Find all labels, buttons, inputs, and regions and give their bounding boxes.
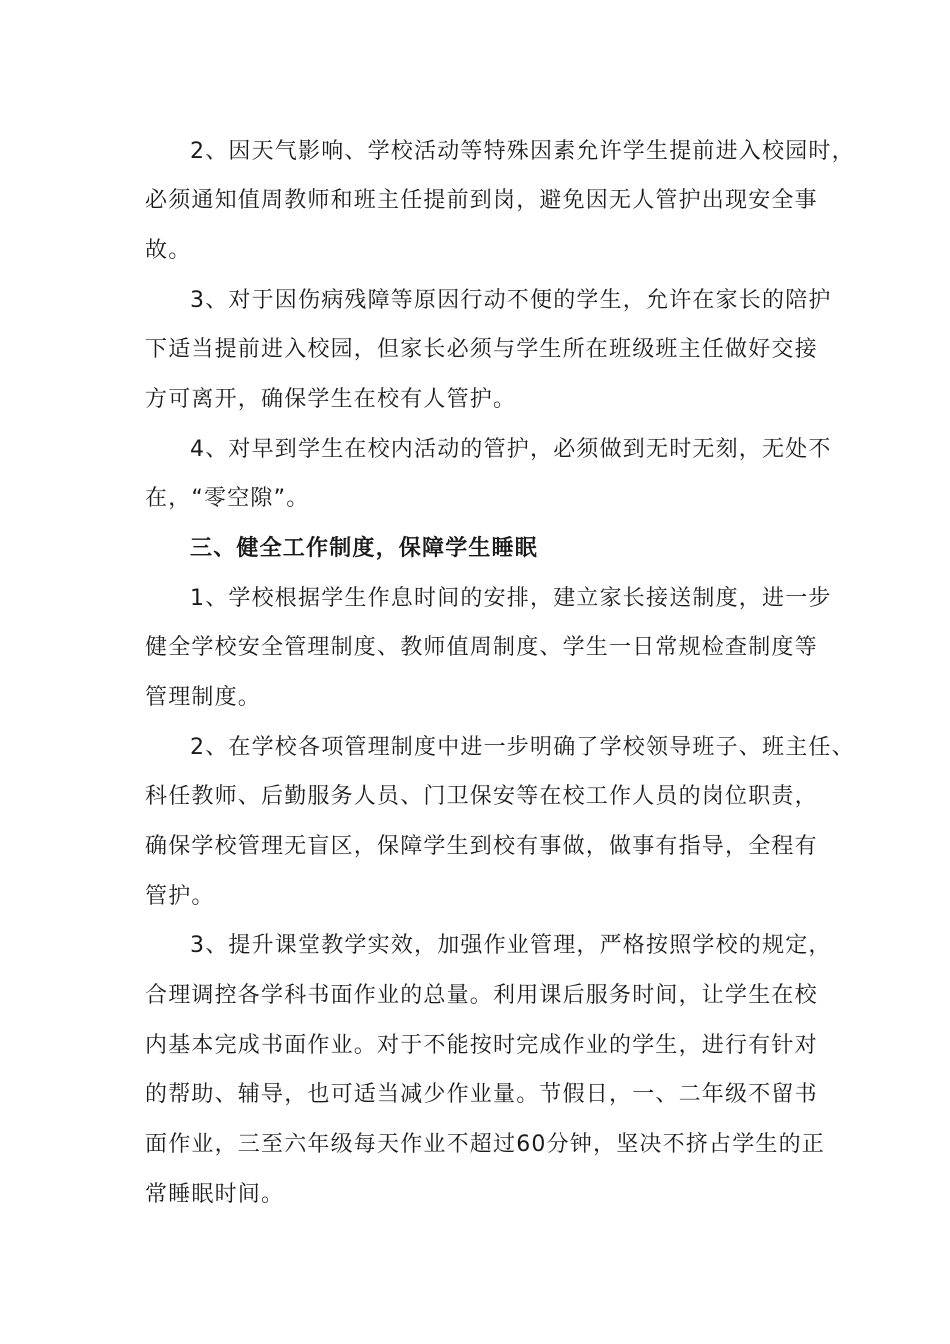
text-line: 3、对于因伤病残障等原因行动不便的学生，允许在家长的陪护 [190, 288, 832, 313]
text-line: 内基本完成书面作业。对于不能按时完成作业的学生，进行有针对 [145, 1033, 818, 1058]
text-line: 必须通知值周教师和班主任提前到岗，避免因无人管护出现安全事 [145, 188, 818, 213]
text-line: 健全学校安全管理制度、教师值周制度、学生一日常规检查制度等 [145, 635, 818, 660]
text-line: 方可离开，确保学生在校有人管护。 [145, 387, 517, 412]
text-line: 下适当提前进入校园，但家长必须与学生所在班级班主任做好交接 [145, 337, 818, 362]
text-line: 3、提升课堂教学实效，加强作业管理，严格按照学校的规定， [190, 933, 832, 958]
text-line: 管护。 [145, 884, 215, 909]
text-line: 在，“零空隙”。 [145, 486, 310, 511]
text-line: 4、对早到学生在校内活动的管护，必须做到无时无刻，无处不 [190, 437, 832, 462]
text-line: 2、因天气影响、学校活动等特殊因素允许学生提前进入校园时， [190, 139, 855, 164]
text-line: 2、在学校各项管理制度中进一步明确了学校领导班子、班主任、 [190, 735, 855, 760]
text-line: 管理制度。 [145, 685, 262, 710]
text-line: 面作业，三至六年级每天作业不超过60分钟，坚决不挤占学生的正 [145, 1132, 825, 1157]
text-line: 常睡眠时间。 [145, 1182, 285, 1207]
section-heading: 三、健全工作制度，保障学生睡眠 [190, 536, 539, 561]
text-line: 故。 [145, 238, 192, 263]
text-line: 的帮助、辅导，也可适当减少作业量。节假日，一、二年级不留书 [145, 1082, 818, 1107]
text-line: 科任教师、后勤服务人员、门卫保安等在校工作人员的岗位职责， [145, 784, 818, 809]
text-line: 合理调控各学科书面作业的总量。利用课后服务时间，让学生在校 [145, 983, 818, 1008]
text-line: 确保学校管理无盲区，保障学生到校有事做，做事有指导，全程有 [145, 834, 818, 859]
text-line: 1、学校根据学生作息时间的安排，建立家长接送制度，进一步 [190, 586, 832, 611]
